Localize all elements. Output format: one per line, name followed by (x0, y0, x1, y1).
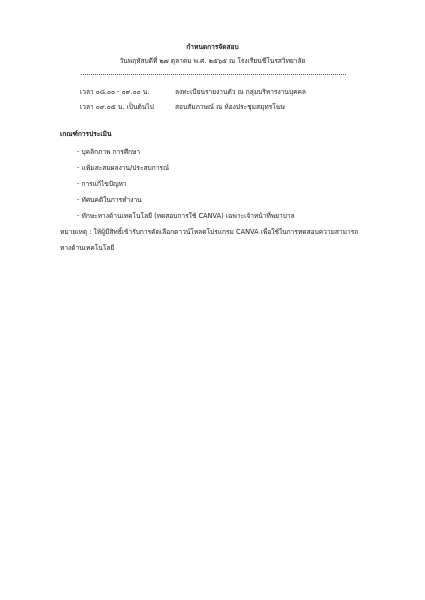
criteria-item: - แฟ้มสะสมผลงาน/ประสบการณ์ (77, 164, 170, 172)
schedule-description: ลงทะเบียนรายงานตัว ณ กลุ่มบริหารงานบุคคล (175, 88, 306, 96)
schedule-row (80, 86, 360, 97)
note-text-continued: ทางด้านเทคโนโลยี (60, 244, 115, 252)
criteria-item: - ทักษะทางด้านเทคโนโลยี (ทดสอบการใช้ CANVA) เฉพาะเจ้าหน้าที่พยาบาล (77, 212, 295, 220)
schedule-time: เวลา ๐๘.๐๐ - ๐๙.๐๐ น. (80, 88, 150, 96)
dotted-divider (81, 74, 346, 75)
criteria-heading: เกณฑ์การประเมิน (60, 130, 112, 138)
page-subtitle: วันพฤหัสบดีที่ ๒๗ ตุลาคม พ.ศ. ๒๕๖๕ ณ โรงเรียนชีโนรสวิทยาลัย (119, 57, 306, 65)
schedule-row (80, 101, 360, 112)
schedule-time: เวลา ๐๙.๐๕ น. เป็นต้นไป (80, 103, 154, 111)
criteria-item: - การแก้ไขปัญหา (77, 180, 127, 188)
criteria-item: - บุคลิกภาพ การศึกษา (77, 148, 141, 156)
page-title: กำหนดการจัดสอบ (186, 43, 239, 51)
criteria-item: - ทัศนคติในการทำงาน (77, 196, 142, 204)
schedule-description: สอบสัมภาษณ์ ณ ห้องประชุมสมุทรโฆษ (175, 103, 286, 111)
note-text: หมายเหตุ : ให้ผู้มีสิทธิ์เข้ารับการคัดเลือกดาวน์โหลดโปรแกรม CANVA เพื่อใช้ในการทดสอบความสามารถ (60, 228, 359, 236)
